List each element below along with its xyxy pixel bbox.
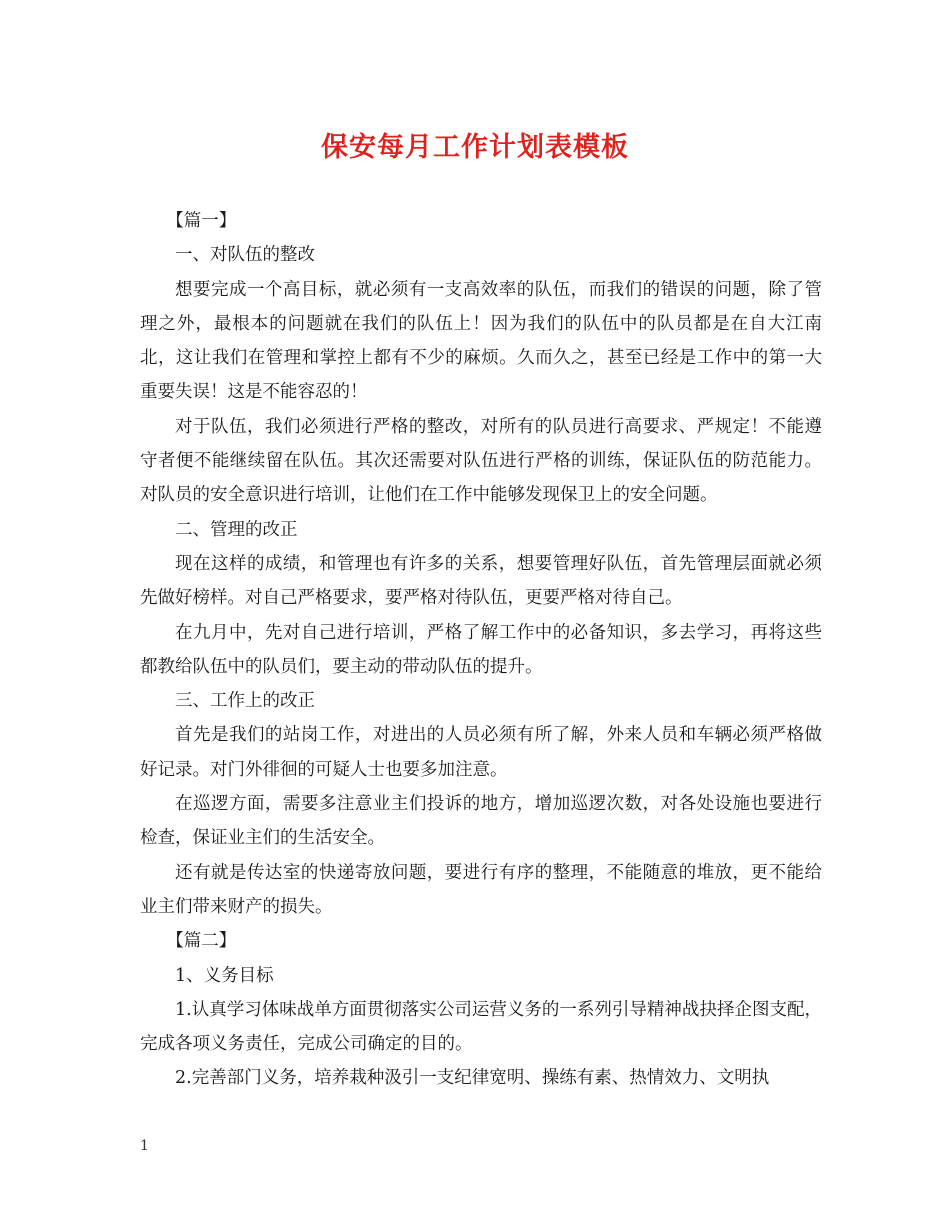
body-paragraph: 还有就是传达室的快递寄放问题，要进行有序的整理，不能随意的堆放，更不能给业主们带来财产的损失。 <box>140 862 822 917</box>
document-body <box>140 204 822 1096</box>
document-title: 保安每月工作计划表模板 <box>321 132 629 163</box>
body-paragraph: 对于队伍，我们必须进行严格的整改，对所有的队员进行高要求、严规定！不能遵守者便不能继续留在队伍。其次还需要对队伍进行严格的训练，保证队伍的防范能力。对队员的安全意识进行培训，让他们在工作中能够发现保卫上的安全问题。 <box>140 416 822 506</box>
page-number: 1 <box>140 1138 149 1154</box>
subsection-heading: 一、对队伍的整改 <box>175 245 315 266</box>
subsection-heading: 三、工作上的改正 <box>175 691 315 712</box>
body-paragraph: 2.完善部门义务，培养栽种汲引一支纪律宽明、操练有素、热情效力、文明执 <box>175 1068 770 1089</box>
subsection-heading: 二、管理的改正 <box>175 519 298 540</box>
body-paragraph: 在九月中，先对自己进行培训，严格了解工作中的必备知识，多去学习，再将这些都教给队伍中的队员们，要主动的带动队伍的提升。 <box>140 622 822 677</box>
section-heading-part-one: 【篇一】 <box>166 211 237 231</box>
body-paragraph: 1.认真学习体味战单方面贯彻落实公司运营义务的一系列引导精神战抉择企图支配，完成各项义务责任，完成公司确定的目的。 <box>140 999 822 1055</box>
subsection-heading: 1、义务目标 <box>175 965 274 986</box>
section-heading-part-two: 【篇二】 <box>166 931 237 952</box>
body-paragraph: 在巡逻方面，需要多注意业主们投诉的地方，增加巡逻次数，对各处设施也要进行检查，保证业主们的生活安全。 <box>140 794 822 849</box>
body-paragraph: 首先是我们的站岗工作，对进出的人员必须有所了解，外来人员和车辆必须严格做好记录。对门外徘徊的可疑人士也要多加注意。 <box>140 725 822 780</box>
body-paragraph: 现在这样的成绩，和管理也有许多的关系，想要管理好队伍，首先管理层面就必须先做好榜样。对自己严格要求，要严格对待队伍，更要严格对待自己。 <box>140 553 822 609</box>
body-paragraph: 想要完成一个高目标，就必须有一支高效率的队伍，而我们的错误的问题，除了管理之外，最根本的问题就在我们的队伍上！因为我们的队伍中的队员都是在自大江南北，这让我们在管理和掌控上都有不少的麻烦。久而久之，甚至已经是工作中的第一大重要失误！这是不能容忍的！ <box>140 279 822 403</box>
